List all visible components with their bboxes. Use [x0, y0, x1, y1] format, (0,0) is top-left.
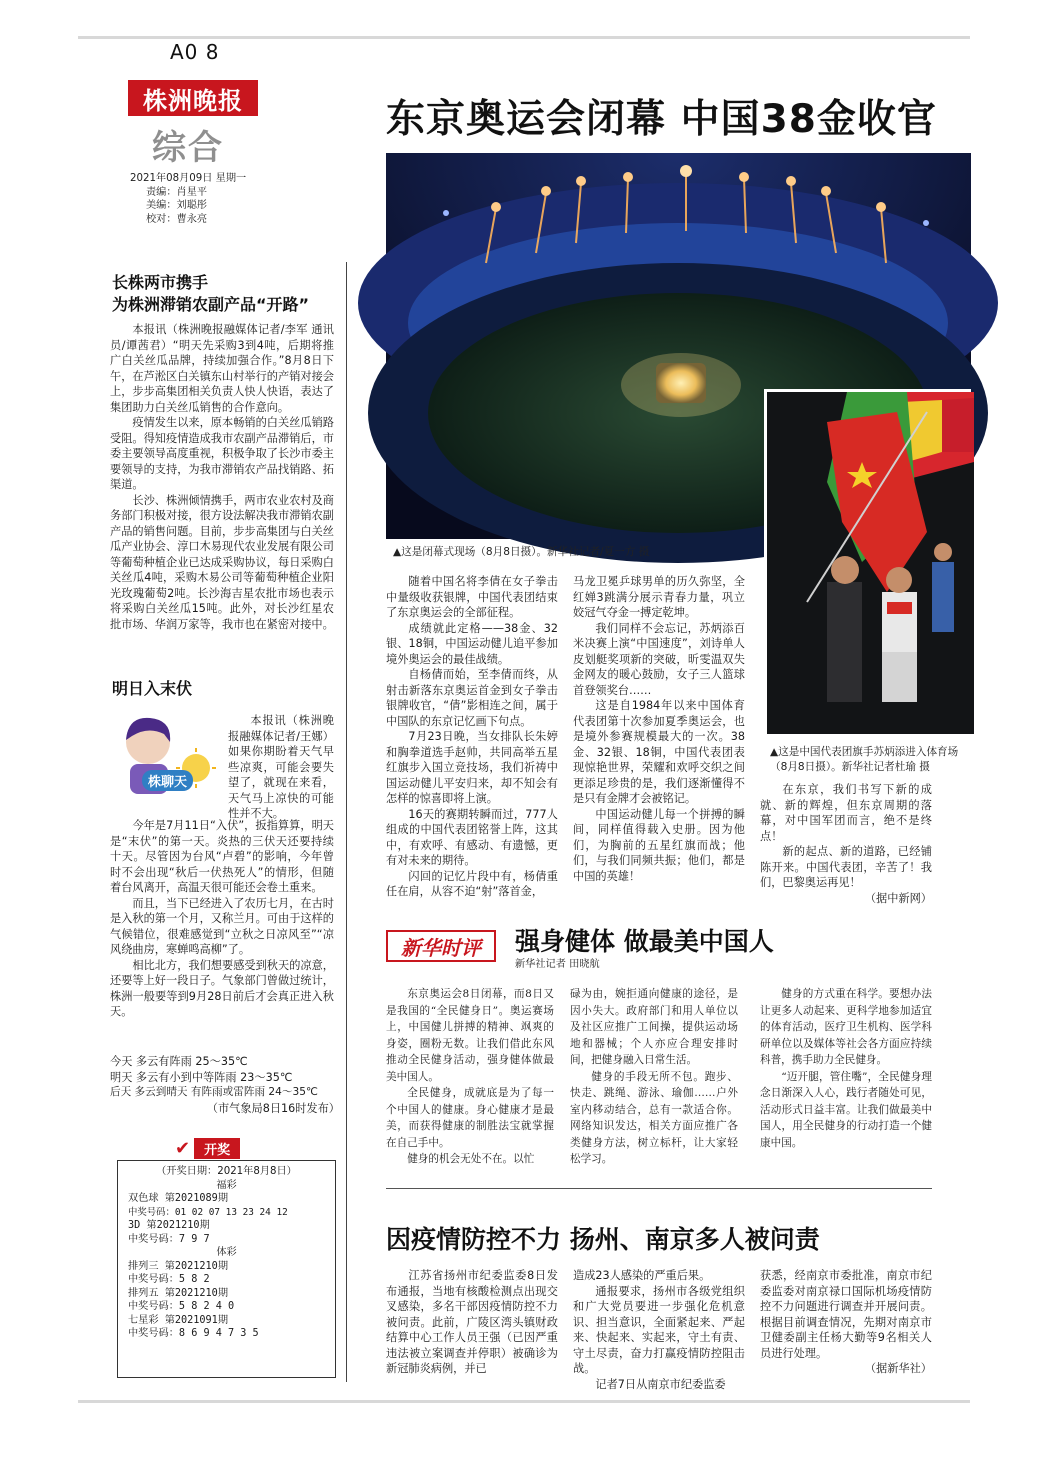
welfare-lottery-label: 福彩 [216, 1179, 237, 1191]
commentary-c1-p3: 健身的机会无处不在。以忙 [407, 1153, 535, 1165]
story2-p2: 而且，当下已经进入了农历七月，在古时是入秋的第一个月，又称兰月。可由于这样的气候错位，很难感觉到“立秋之日凉风至”“凉风绕曲房，寒蝉鸣高柳”了。 [110, 896, 334, 956]
olympics-c1-p2: 成绩就此定格——38金、32银、18铜，中国运动健儿追平参加境外奥运会的最佳战绩。 [386, 621, 558, 666]
masthead-info [130, 172, 246, 226]
newspaper-logo-text: 株洲晚报 [143, 85, 243, 115]
bottom-page-rule [78, 1400, 970, 1403]
olympics-source: （据中新网） [864, 891, 932, 905]
forecast-today: 今天 多云有阵雨 25～35℃ [110, 1055, 248, 1068]
story2-p1: 今年是7月11日“入伏”，扳指算算，明天是“末伏”的第一天。炎热的三伏天还要持续十天。尽管因为台风“卢碧”的影响，今年曾时不会出现“秋后一伏热死人”的情形，但随着台风离开，高温天很可能还会卷土重来。 [110, 819, 334, 894]
lottery-badge [175, 1138, 240, 1159]
flag-bearer-photo [764, 389, 971, 731]
olympics-c1-p4: 7月23日晚，当女排队长朱婷和胸拳道选手赵帅，共同高举五星红旗步入国立竞技场，我们祈祷中国运动健儿平安归来，却不知会有怎样的惊喜即将上演。 [386, 730, 558, 805]
page-number: A0 8 [170, 40, 220, 64]
olympics-column-2 [573, 574, 745, 914]
chat-badge [112, 712, 216, 804]
commentary-byline: 新华社记者 田晓航 [515, 959, 600, 970]
olympics-c3-p2: 新的起点、新的道路，已经铺陈开来。中国代表团，辛苦了！我们，巴黎奥运再见！ [760, 845, 932, 889]
olympics-c1-p3: 自杨倩而始，至李倩而终，从射击新落东京奥运首金到女子拳击银牌收官，“倩”影相连之间，属于中国队的东京记忆画下句点。 [386, 668, 558, 728]
flag-bearer-illustration [767, 392, 974, 734]
bottom-c2-p1: 造成23人感染的严重后果。 [573, 1269, 711, 1282]
story2-title: 明日入末伏 [112, 679, 193, 698]
olympics-c1-p6: 闪回的记忆片段中有，杨倩重任在肩，从容不迫“射”落首金， [386, 869, 558, 898]
bottom-column-1 [386, 1268, 558, 1388]
weather-forecast [110, 1054, 340, 1116]
forecast-day-after: 后天 多云到晴天 有阵雨或雷阵雨 24～35℃ [110, 1086, 318, 1098]
editor-credit: 责编：肖星平 [146, 186, 208, 198]
lottery-line-6: 中奖号码：5 8 2 [128, 1274, 210, 1285]
lottery-date: （开奖日期：2021年8月8日） [156, 1166, 297, 1177]
story1-p1: 本报讯（株洲晚报融媒体记者/李军 通讯员/谭茜君）“明天先采购3到4吨，后期将推广白关丝瓜品牌，持续加强合作。”8月8日下午，在芦淞区白关镇东山村举行的产销对接会上，步步高集团相关负责人快人快语，表达了集团助力白关丝瓜销售的合作意向。 [110, 323, 334, 414]
story1-title-line2: 为株洲滞销农副产品“开路” [112, 295, 310, 314]
story2-body [110, 818, 334, 1046]
commentary-c3-p1: 健身的方式重在科学。要想办法让更多人动起来、更科学地参加适宜的体育活动，医疗卫生机构、医学科研单位以及媒体等社会各方面应持续科普，携手助力全民健身。 [760, 988, 932, 1066]
checkmark-icon: ✔ [175, 1138, 191, 1159]
commentary-column-1 [386, 986, 554, 1166]
commentary-c1-p1: 东京奥运会8日闭幕，而8日又是我国的“全民健身日”。奥运赛场上，中国健儿拼搏的精神、飒爽的身姿，圈粉无数。让我们借此东风推动全民健身活动，强身健体做最美中国人。 [386, 988, 554, 1083]
commentary-c1-p2: 全民健身，成就底是为了每一个中国人的健康。身心健康才是最美，而获得健康的制胜法宝就掌握在自己手中。 [386, 1087, 554, 1149]
commentary-logo-text: 新华时评 [401, 935, 481, 960]
lottery-line-9: 七星彩 第2021091期 [128, 1314, 229, 1326]
olympics-c3-p1: 在东京，我们书写下新的成就、新的辉煌，但东京周期的落幕，对中国军团而言，绝不是终点！ [760, 783, 932, 843]
bottom-column-2 [573, 1268, 745, 1391]
story1-title-line1: 长株两市携手 [112, 273, 209, 292]
olympics-c2-p1: 马龙卫冕乒球男单的历久弥坚，全红婵3跳满分展示青春力量，巩立姣冠气夺金一搏定乾坤。 [573, 575, 745, 619]
olympics-c2-p2: 我们同样不会忘记，苏炳添百米决赛上演“中国速度”，刘诗单人皮划艇奖项新的突破，昕雯温双失金网友的暖心鼓励，女子三人篮球首登领奖台…… [573, 621, 745, 697]
olympics-column-3 [760, 782, 932, 912]
story2-intro [228, 713, 334, 820]
bottom-c2-p3: 记者7日从南京市纪委监委 [595, 1377, 726, 1391]
bottom-c2-p2: 通报要求，扬州市各级党组织和广大党员要进一步强化危机意识、担当意识，全面紧起来、严起来、快起来、实起来，守土有责、守土尽责，奋力打赢疫情防控阻击战。 [573, 1284, 745, 1375]
issue-date: 2021年08月09日 星期一 [130, 173, 247, 184]
olympics-c1-p1: 随着中国名将李倩在女子拳击中量级收获银牌，中国代表团结束了东京奥运会的全部征程。 [386, 575, 558, 619]
olympics-column-1 [386, 574, 558, 914]
commentary-c2-p2: 健身的手段无所不包。跑步、快走、跳绳、游泳、瑜伽……户外室内移动结合，总有一款适合你。网络知识发达，相关方面应推广各类健身方法，树立标杆，让大家轻松学习。 [570, 1070, 738, 1165]
lottery-line-7: 排列五 第2021210期 [128, 1287, 229, 1299]
sports-lottery-label: 体彩 [216, 1247, 237, 1258]
forecast-tomorrow: 明天 多云有小到中等阵雨 23～35℃ [110, 1070, 293, 1084]
commentary-column-2 [570, 986, 738, 1166]
proofreader-credit: 校对：曹永亮 [146, 213, 208, 225]
story1-body [110, 322, 334, 662]
story1-p2: 疫情发生以来，原本畅销的白关丝瓜销路受阻。得知疫情造成我市农副产品滞销后，市委主要领导高度重视，积极争取了长沙市委主要领导的支持，为我市滞销农产品找销路、拓渠道。 [110, 416, 334, 491]
bottom-column-3 [760, 1268, 932, 1388]
commentary-logo [386, 930, 496, 962]
olympics-c2-p3: 这是自1984年以来中国体育代表团第十次参加夏季奥运会，也是境外参赛规模最大的一次。38金、32银、18铜，中国代表团表现惊艳世界，荣耀和欢呼交织之间更添足珍贵的是，我们逐渐懂得不是只有金牌才会被铭记。 [573, 699, 745, 805]
bottom-source: （据新华社） [864, 1362, 932, 1375]
photo1-caption: ▲这是闭幕式现场（8月8日摄）。新华社记者/夏一方 摄 [393, 546, 650, 558]
olympics-c1-p5: 16天的赛期转瞬而过，777人组成的中国代表团铭誉上阵，这其中，有欢呼、有感动、有遗憾，更有对未来的期待。 [386, 807, 558, 867]
olympics-c2-p4: 中国运动健儿每一个拼搏的瞬间，同样值得载入史册。因为他们，为胸前的五星红旗而战；他们，与我们同频共振；他们，都是中国的英雄！ [573, 807, 745, 883]
lottery-line-5: 排列三 第2021210期 [128, 1260, 229, 1272]
newspaper-logo [128, 80, 258, 116]
story2-intro-text: 本报讯（株洲晚报融媒体记者/王娜）如果你期盼着天气早些凉爽，可能会要失望了，就现在来看，天气马上凉快的可能性并不大。 [228, 714, 334, 820]
chat-badge-text: 株聊天 [142, 770, 193, 791]
lottery-line-10: 中奖号码：8 6 9 4 7 3 5 [128, 1328, 259, 1339]
forecast-source: （市气象局8日16时发布） [206, 1101, 340, 1115]
lottery-line-3: 3D 第2021210期 [128, 1220, 210, 1231]
commentary-bottom-rule [386, 1188, 932, 1189]
designer-credit: 美编：刘聪彤 [146, 200, 208, 211]
lottery-line-2: 中奖号码：01 02 07 13 23 24 12 [128, 1206, 288, 1218]
lottery-line-8: 中奖号码：5 8 2 4 0 [128, 1301, 235, 1312]
lottery-badge-text: 开奖 [194, 1138, 240, 1159]
left-column-divider [346, 262, 347, 1382]
commentary-c3-p2: “迈开腿，管住嘴”，全民健身理念日渐深入人心，践行者随处可见，活动形式日益丰富。让我们做最美中国人，用全民健身的行动打造一个健康中国。 [760, 1070, 932, 1149]
bottom-c3-p1: 获悉，经南京市委批准，南京市纪委监委对南京禄口国际机场疫情防控不力问题进行调查并开展问责。根据目前调查情况，先期对南京市卫健委副主任杨大勤等9名相关人员进行处理。 [760, 1269, 932, 1360]
bottom-c1-p1: 江苏省扬州市纪委监委8日发布通报，当地有核酸检测点出现交叉感染，多名干部因疫情防控不力被问责。此前，广陵区湾头镇财政结算中心工作人员王强（已因严重违法被立案调查并停职）被确诊为新冠肺炎病例，并已 [386, 1269, 558, 1375]
commentary-c2-p1: 碌为由，婉拒通向健康的途径，是因小失大。政府部门和用人单位以及社区应推广工间操，提供运动场地和器械；个人亦应合理安排时间，把健身融入日常生活。 [570, 988, 738, 1066]
lottery-line-4: 中奖号码：7 9 7 [128, 1233, 210, 1245]
top-page-rule [78, 36, 970, 39]
photo2-caption: ▲这是中国代表团旗手苏炳添进入体育场（8月8日摄）。新华社记者杜瑜 摄 [770, 746, 959, 773]
bottom-story-title: 因疫情防控不力 扬州、南京多人被问责 [386, 1225, 820, 1254]
main-headline: 东京奥运会闭幕 中国38金收官 [386, 97, 937, 142]
lottery-box [117, 1160, 336, 1378]
commentary-title: 强身健体 做最美中国人 [515, 927, 774, 956]
story2-p3: 相比北方，我们想要感受到秋天的凉意，还要等上好一段日子。气象部门曾做过统计，株洲一般要等到9月28日前后才会真正进入秋天。 [110, 958, 334, 1018]
commentary-column-3 [760, 986, 932, 1166]
lottery-line-1: 双色球 第2021089期 [128, 1193, 229, 1204]
story1-p3: 长沙、株洲倾情携手，两市农业农村及商务部门积极对接，很方设法解决我市滞销农副产品的销售问题。目前，步步高集团与白关丝瓜产业协会、淳口木易现代农业发展有限公司等葡萄种植企业已达成采购协议，每日采购白关丝瓜4吨，采购木易公司等葡萄种植企业阳光玫瑰葡萄2吨。长沙海吉星农批市场也表示将采购白关丝瓜15吨。此外，对长沙红星农批市场、华润万家等，我市也在紧密对接中。 [110, 493, 334, 631]
section-name: 综合 [152, 128, 224, 168]
